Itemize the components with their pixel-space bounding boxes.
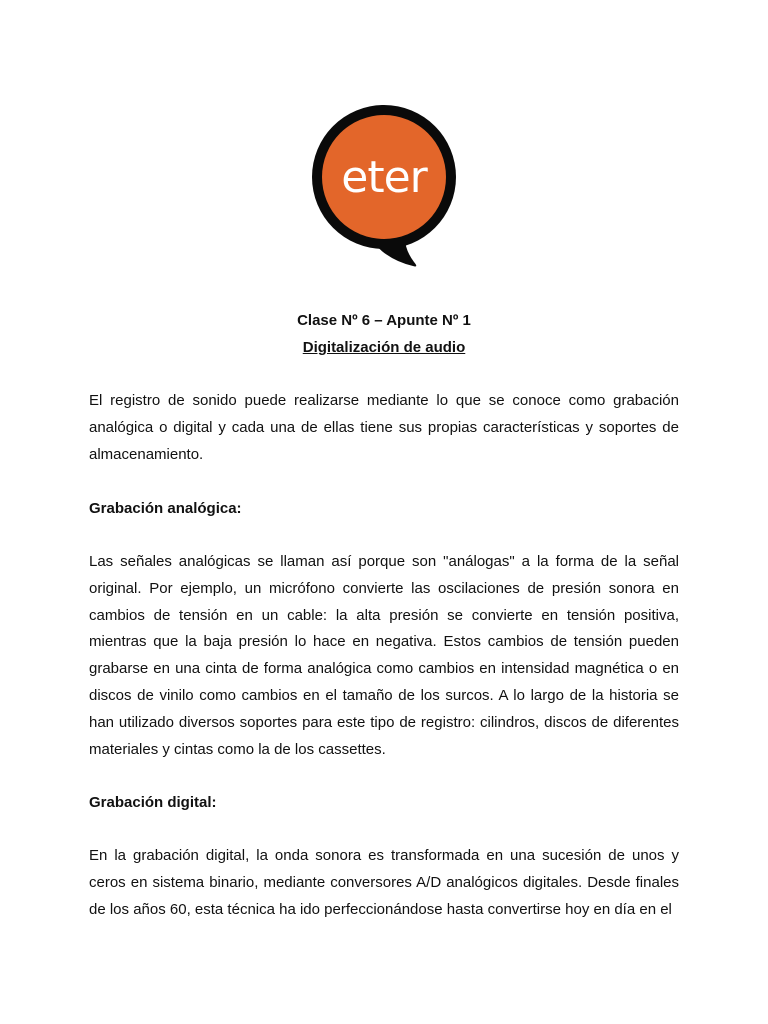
section-title-analog: Grabación analógica: [89,500,242,517]
logo-text: eter [341,152,427,203]
intro-paragraph: El registro de sonido puede realizarse mediante lo que se conoce como grabación analógica o digital y cada una de ellas tiene sus propias características y soportes de almacenamiento. [89,392,679,463]
section-body-digital: En la grabación digital, la onda sonora es transformada en una sucesión de unos y ceros en sistema binario, mediante conversores A/D analógicos digitales. Desde finales de los años 60, esta técnica ha ido perfeccionándose hasta convertirse hoy en día en el [89,847,679,918]
document-subtitle: Digitalización de audio [302,339,466,356]
eter-logo [309,100,459,272]
section-title-digital: Grabación digital: [89,794,217,811]
document-title: Clase Nº 6 – Apunte Nº 1 [297,312,471,329]
section-body-analog: Las señales analógicas se llaman así porque son "análogas" a la forma de la señal original. Por ejemplo, un micrófono convierte las oscilaciones de presión sonora en cambios de tensión en un cable: la alta presión se convierte en tensión positiva, mientras que la baja presión lo hace en negativa. Estos cambios de tensión pueden grabarse en una cinta de forma analógica como cambios en intensidad magnética o en discos de vinilo como cambios en el tamaño de los surcos. A lo largo de la historia se han utilizado diversos soportes para este tipo de registro: cilindros, discos de diferentes materiales y cintas como la de los cassettes. [89,553,679,758]
